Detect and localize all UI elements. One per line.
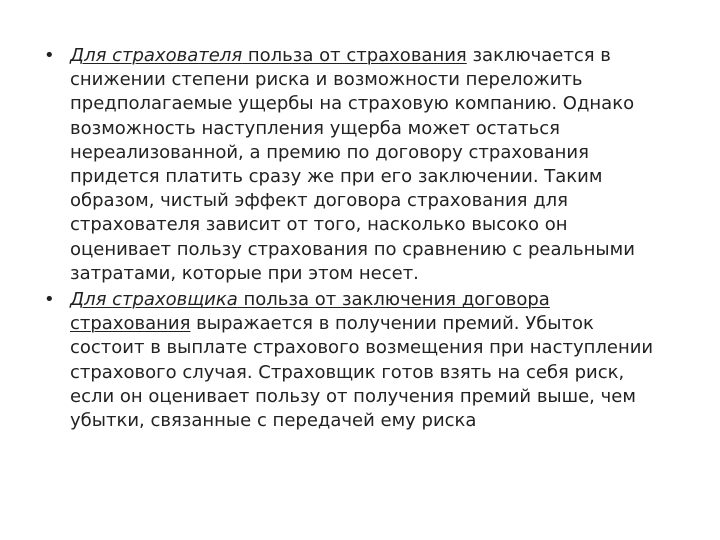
bullet-marker: • [44,45,55,66]
bullet-text: заключается в снижении степени риска и возможности переложить предполагаемые ущербы на страховую компанию. Однако возможность наступления ущерба может остаться нереализованной, а премию по договору страхования придется платить сразу же при его заключении. Таким образом, чистый эффект договора страхования для страхователя зависит от того, насколько высоко он оценивает пользу страхования по сравнению с реальными затратами, которые при этом несет. [70,45,635,284]
bullet-insured [44,44,674,286]
bullet-list [44,44,674,435]
bullet-lead-rest: польза от заключения договора страхования [70,289,550,335]
bullet-lead [70,45,467,66]
bullet-lead-rest: польза от страхования [242,45,467,66]
bullet-marker: • [44,289,55,311]
bullet-insurer [44,288,674,433]
bullet-lead-italic: Для страхователя [70,45,243,66]
bullet-text: выражается в получении премий. Убыток состоит в выплате страхового возмещения при наступлении страхового случая. Страховщик готов взять на себя риск, если он оценивает пользу от получения премий выше, чем убытки, связанные с передачей ему риска [70,313,654,432]
bullet-lead-italic: Для страховщика [70,289,238,311]
